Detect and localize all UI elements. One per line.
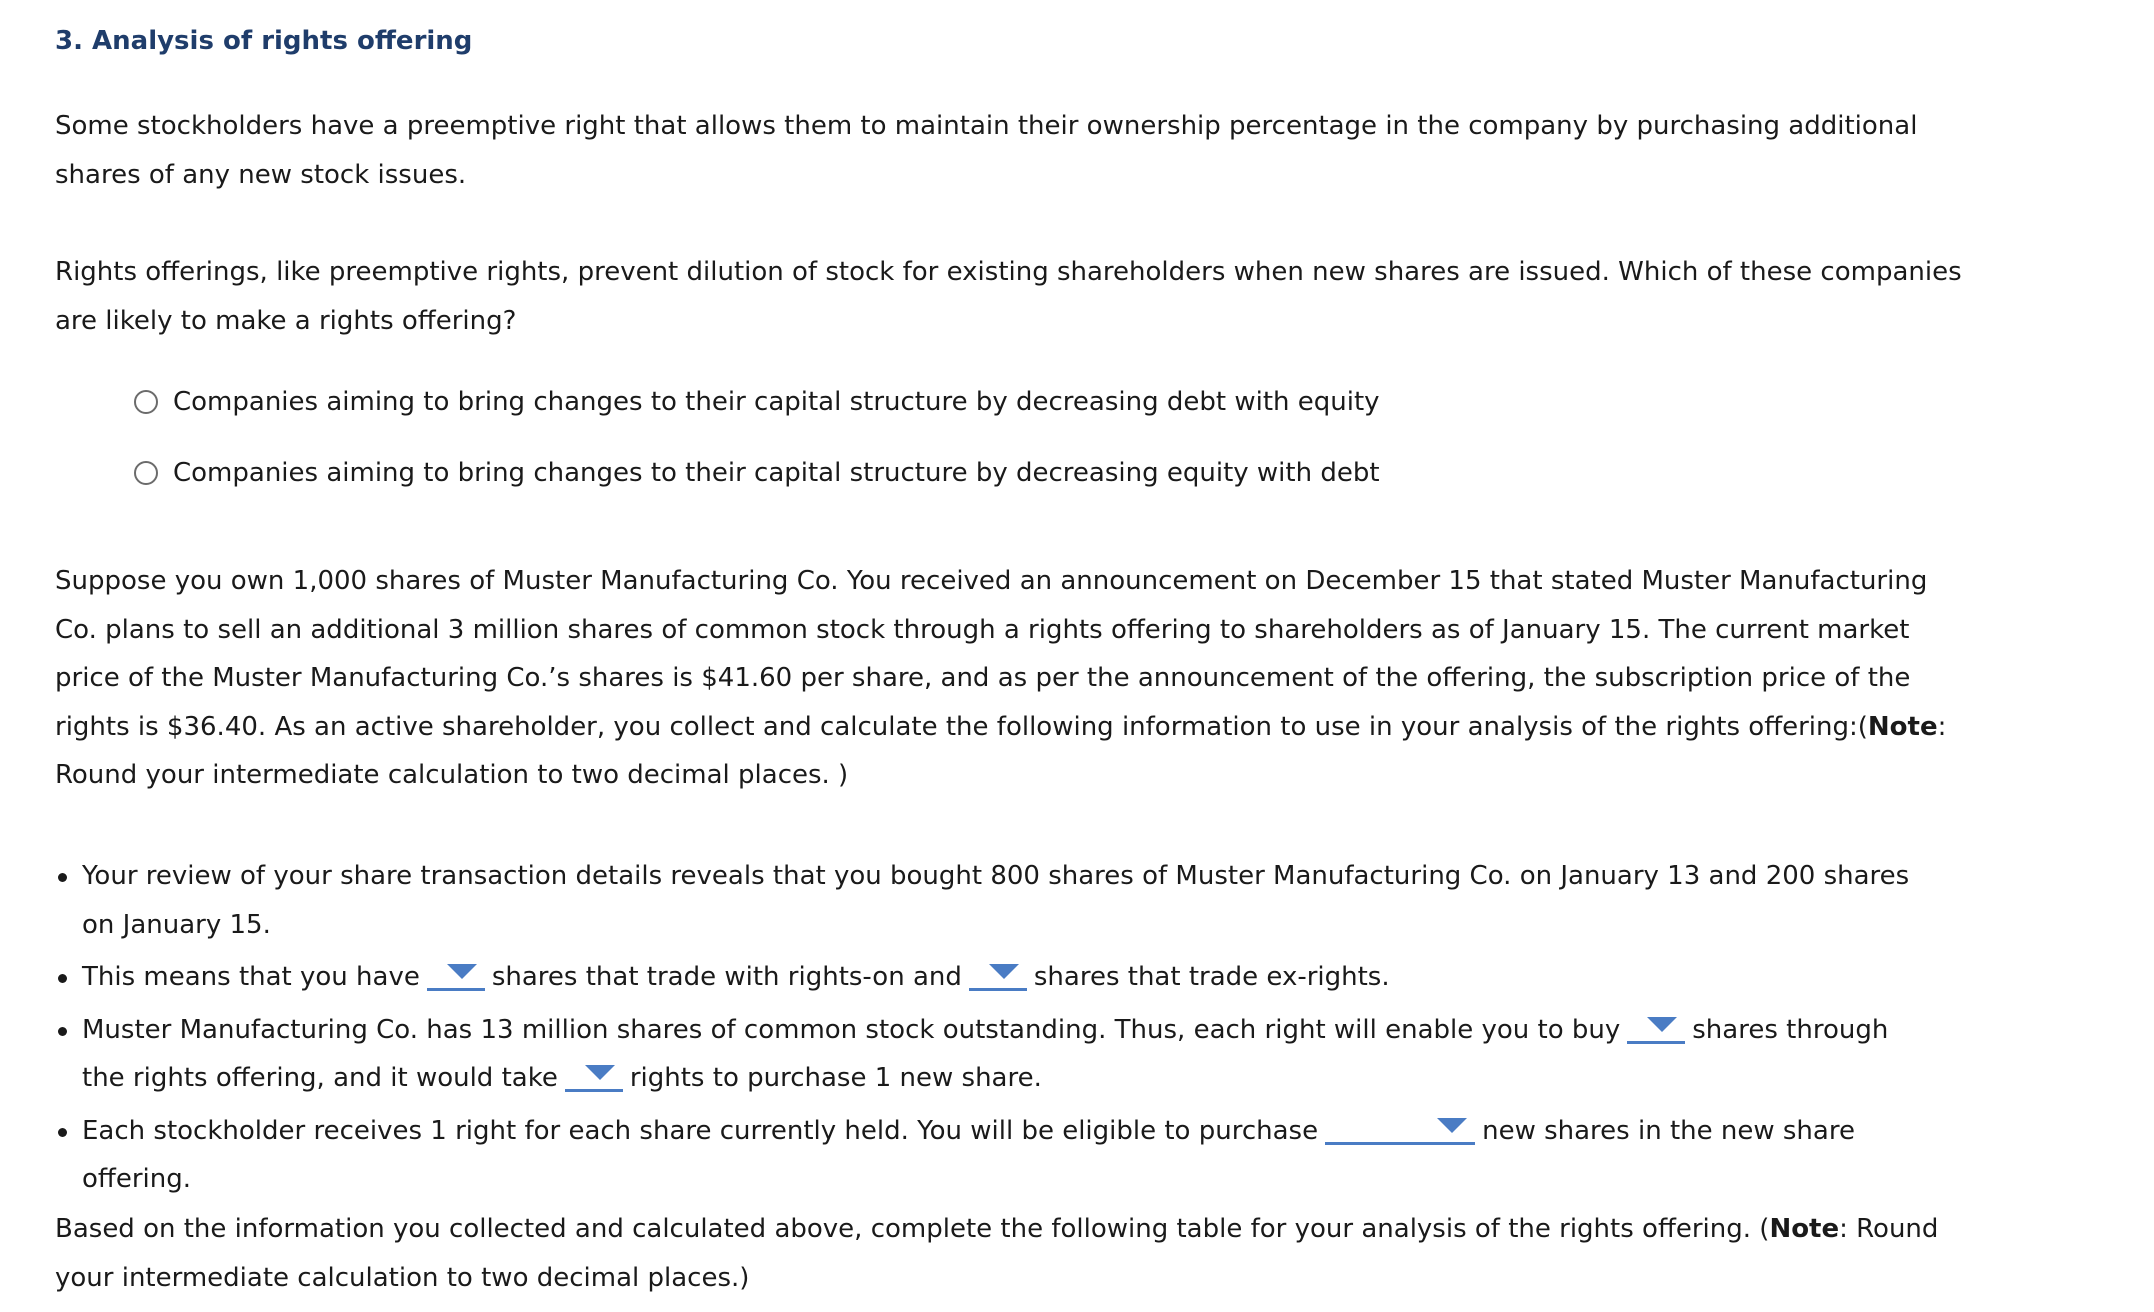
bullet-text: shares that trade with rights-on and <box>491 962 962 992</box>
option-debt-with-equity[interactable] <box>134 385 1380 419</box>
question-paragraph: Rights offerings, like preemptive rights, prevent dilution of stock for existing shareholders when new shares are issued. Which of these companies are likely to make a rights offering? <box>55 257 1962 336</box>
shares-per-right-dropdown[interactable] <box>1627 1011 1685 1044</box>
rights-per-share-dropdown[interactable] <box>565 1059 623 1092</box>
bullet-text: Each stockholder receives 1 right for each share currently held. You will be eligible to purchase <box>82 1115 1319 1146</box>
option-label: Companies aiming to bring changes to their capital structure by decreasing equity with debt <box>173 458 1380 488</box>
option-label: Companies aiming to bring changes to their capital structure by decreasing debt with equity <box>173 387 1380 417</box>
chevron-down-icon <box>1437 1118 1467 1133</box>
note-label: Note <box>1769 1214 1840 1244</box>
scenario-paragraph <box>55 557 1975 800</box>
bullet-text: Muster Manufacturing Co. has 13 million shares of common stock outstanding. Thus, each right will enable you to buy <box>82 1014 1621 1045</box>
info-list <box>55 852 1935 1204</box>
list-item <box>55 953 1935 1002</box>
radio-unchecked-icon[interactable] <box>134 461 158 485</box>
bullet-text: This means that you have <box>82 962 420 992</box>
chevron-down-icon <box>1647 1017 1677 1032</box>
note-label: Note <box>1867 711 1938 742</box>
intro-paragraph: Some stockholders have a preemptive right that allows them to maintain their ownership percentage in the company by purchasing additional shares of any new stock issues. <box>55 111 1918 190</box>
chevron-down-icon <box>447 964 477 979</box>
scenario-text: Suppose you own 1,000 shares of Muster Manufacturing Co. You received an announcement on December 15 that stated Muster Manufacturing Co. plans to sell an additional 3 million shares of common stock through a rights offering to shareholders as of January 15. The current market price of the Muster Manufacturing Co.’s shares is $41.60 per share, and as per the announcement of the offering, the subscription price of the rights is $36.40. As an active shareholder, you collect and calculate the following information to use in your analysis of the rights offering:( <box>55 566 1928 742</box>
chevron-down-icon <box>989 964 1019 979</box>
note-text: : Round your intermediate calculation to two decimal places. ) <box>55 711 1947 790</box>
bullet-text: rights to purchase 1 new share. <box>629 1063 1042 1093</box>
option-equity-with-debt[interactable] <box>134 456 1380 490</box>
section-title: 3. Analysis of rights offering <box>55 26 473 56</box>
bullet-text: shares through the rights offering, and it would take <box>82 1014 1889 1093</box>
closing-paragraph <box>55 1205 1975 1302</box>
radio-unchecked-icon[interactable] <box>134 390 158 414</box>
list-item <box>55 1107 1935 1204</box>
bullet-text: shares that trade ex-rights. <box>1033 962 1390 992</box>
list-item <box>55 1006 1935 1103</box>
eligible-new-shares-dropdown[interactable] <box>1325 1112 1475 1145</box>
closing-text: Based on the information you collected and calculated above, complete the following table for your analysis of the rights offering. ( <box>55 1214 1770 1244</box>
chevron-down-icon <box>585 1065 615 1080</box>
note-text: : Round your intermediate calculation to two decimal places.) <box>55 1214 1939 1293</box>
list-item <box>55 852 1935 949</box>
ex-rights-shares-dropdown[interactable] <box>969 958 1027 991</box>
rights-on-shares-dropdown[interactable] <box>427 958 485 991</box>
bullet-text: Your review of your share transaction details reveals that you bought 800 shares of Muster Manufacturing Co. on January 13 and 200 shares on January 15. <box>82 861 1910 940</box>
bullet-text: new shares in the new share offering. <box>82 1115 1855 1194</box>
